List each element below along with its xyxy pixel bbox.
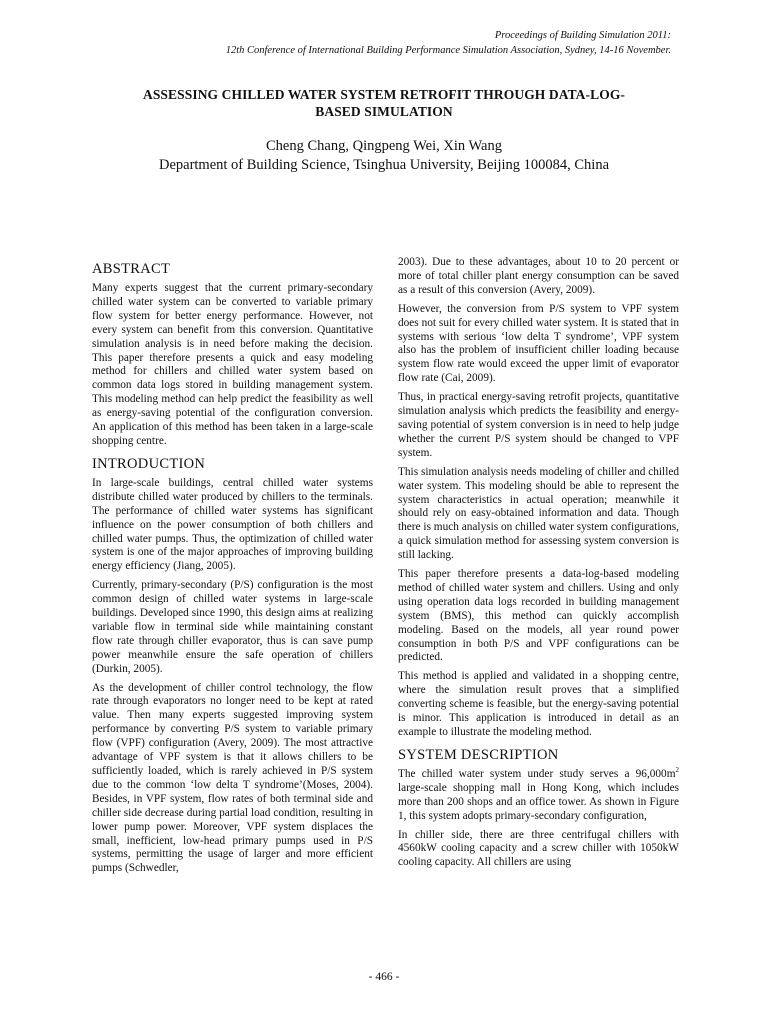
author-block [90, 137, 678, 175]
author-names: Cheng Chang, Qingpeng Wei, Xin Wang [266, 138, 502, 154]
system-paragraph-2: In chiller side, there are three centrifugal chillers with 4560kW cooling capacity and a screw chiller with 1050kW cooling capacity. All chillers are using [398, 828, 679, 869]
right-column [398, 256, 679, 875]
right-paragraph-6: This method is applied and validated in a shopping centre, where the simulation result proves that a simplified converting scheme is feasible, but the energy-saving potential is minor. This application is introduced in detail as an example to illustrate the modeling method. [398, 670, 679, 738]
title-line-2: BASED SIMULATION [315, 104, 453, 119]
right-paragraph-2: However, the conversion from P/S system to VPF system does not suit for every chilled water system. It is stated that in systems with serious ‘low delta T syndrome’, VPF system also has the problem of insufficient chiller loading because system flow rate would exceed the upper limit of evaporator flow rate (Cai, 2009). [398, 302, 679, 385]
author-affiliation: Department of Building Science, Tsinghua University, Beijing 100084, China [158, 157, 610, 173]
introduction-heading: INTRODUCTION [92, 455, 206, 472]
right-paragraph-4: This simulation analysis needs modeling of chiller and chilled water system. This modeling should be able to represent the system characteristics in actual operation; meanwhile it should rely on easy-obtained information and data. Though there is much analysis on chilled water system configurations, a quick simulation method for assessing system conversion is still lacking. [398, 465, 679, 562]
right-paragraph-5: This paper therefore presents a data-log-based modeling method of chilled water system and chillers. Using and only using operation data logs recorded in building management system (BMS), this method can quickly accomplish modeling. Based on the models, all year round power consumption in both P/S and VPF configurations can be predicted. [398, 568, 679, 664]
header-line-1: Proceedings of Building Simulation 2011: [494, 30, 671, 41]
intro-paragraph-3: As the development of chiller control technology, the flow rate through evaporators no longer need to be kept at rated value. Then many experts suggested improving system performance by converting P/S system to variable primary flow (VPF) configuration (Avery, 2009). The most attractive advantage of VPF system is that it allows chillers to be sufficiently loaded, which is rarely achieved in P/S system due to the common ‘low delta T syndrome’(Moses, 2004). Besides, in VPF system, flow rates of both terminal side and chiller side decrease during partial load condition, resulting in lower pump power. Moreover, VPF system displaces the small, inefficient, low-head primary pumps used in P/S systems, permitting the usage of larger and more efficient pumps (Schwedler, [92, 681, 373, 875]
system-description-heading: SYSTEM DESCRIPTION [398, 746, 559, 763]
proceedings-header [226, 28, 671, 58]
left-column [92, 261, 373, 881]
abstract-heading: ABSTRACT [92, 261, 171, 277]
intro-paragraph-1: In large-scale buildings, central chilled water systems distribute chilled water produced by chillers to the terminals. The performance of chilled water systems has significant influence on the power consumption of both chillers and chilled water pumps. Thus, the optimization of chilled water system is one of the major approaches of improving building energy efficiency (Jiang, 2005). [92, 476, 373, 573]
intro-paragraph-2: Currently, primary-secondary (P/S) configuration is the most common design of chilled water systems in large-scale buildings. Developed since 1990, this design aims at realizing variable flow in terminal side while maintaining constant flow rate through chiller evaporator, thus is can save pump power meanwhile ensure the safe operation of chillers (Durkin, 2005). [92, 579, 373, 675]
system-paragraph-1 [398, 768, 679, 824]
system-text-b: large-scale shopping mall in Hong Kong, which includes more than 200 shops and an office tower. As shown in Figure 1, this system adopts primary-secondary configuration, [398, 781, 679, 822]
page-number: - 466 - [368, 971, 400, 983]
header-line-2: 12th Conference of International Building Performance Simulation Association, Sydney, 14-16 November. [225, 45, 671, 56]
system-text-a: The chilled water system under study serves a 96,000m [398, 767, 676, 780]
squared-superscript: 2 [675, 766, 679, 775]
right-paragraph-1: 2003). Due to these advantages, about 10 to 20 percent or more of total chiller plant energy consumption can be saved as a result of this conversion (Avery, 2009). [398, 256, 679, 296]
right-paragraph-3: Thus, in practical energy-saving retrofit projects, quantitative simulation analysis which predicts the feasibility and energy-saving potential of system conversion is in need to help judge whether the current P/S system should be changed to VPF system. [398, 391, 679, 459]
title-line-1: ASSESSING CHILLED WATER SYSTEM RETROFIT THROUGH DATA-LOG- [142, 87, 626, 102]
paper-title [90, 86, 678, 120]
abstract-text: Many experts suggest that the current primary-secondary chilled water system can be converted to variable primary flow system for better energy performance. However, not every system can benefit from this conversion. Quantitative simulation analysis is in need before making the decision. This paper therefore presents a quick and easy modeling method for chillers and chilled water system based on common data logs stored in building management system. This modeling method can help predict the feasibility as well as energy-saving potential of the configuration conversion. An application of this method has been taken in a large-scale shopping centre. [92, 282, 373, 447]
